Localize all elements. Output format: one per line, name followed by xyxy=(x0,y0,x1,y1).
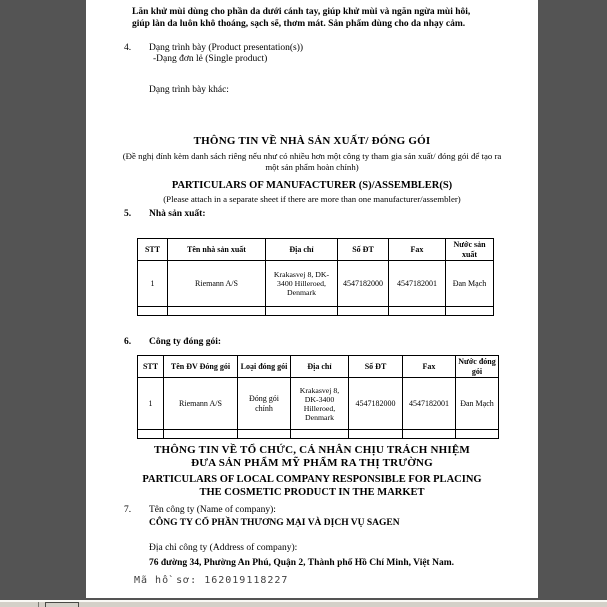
local-company-title-vi-line2: ĐƯA SẢN PHẨM MỸ PHẨM RA THỊ TRƯỜNG xyxy=(191,457,433,469)
product-description-paragraph: Lăn khử mùi dùng cho phần da dưới cánh tay, giúp khử mùi và ngăn ngừa mùi hôi, giúp làn da luôn khô thoáng, sạch sẽ, thơm mát. Sản phẩm dùng cho da nhạy cảm. xyxy=(132,7,471,29)
cell-address: Krakasvej 8, DK-3400 Hilleroed, Denmark xyxy=(291,378,349,430)
col-header: Địa chỉ xyxy=(266,239,338,261)
item-6 xyxy=(124,337,221,348)
cell-phone: 4547182000 xyxy=(338,261,389,307)
item-4-label: Dạng trình bày (Product presentation(s)) xyxy=(149,43,304,53)
assembler-table-header-row xyxy=(138,356,499,378)
file-code: Mã hồ sơ: 162019118227 xyxy=(134,575,289,586)
scrollbar-button-divider xyxy=(38,602,39,607)
cell-manufacturer-name: Riemann A/S xyxy=(168,261,266,307)
cell-country: Đan Mạch xyxy=(456,378,499,430)
local-company-title-vi-line1: THÔNG TIN VỀ TỔ CHỨC, CÁ NHÂN CHỊU TRÁCH NHIỆM xyxy=(153,444,470,456)
col-header: Địa chỉ xyxy=(291,356,349,378)
cell-country: Đan Mạch xyxy=(446,261,494,307)
col-header: Tên ĐV Đóng gói xyxy=(164,356,238,378)
item-5-label: Nhà sản xuất: xyxy=(149,209,206,219)
col-header: STT xyxy=(138,239,168,261)
item-7 xyxy=(124,505,276,516)
item-4-number: 4. xyxy=(124,43,132,53)
cell-assembler-name: Riemann A/S xyxy=(164,378,238,430)
table-row-empty xyxy=(138,307,494,316)
col-header: Số ĐT xyxy=(338,239,389,261)
col-header: Fax xyxy=(389,239,446,261)
cell-address: Krakasvej 8, DK-3400 Hilleroed, Denmark xyxy=(266,261,338,307)
manufacturer-table xyxy=(137,238,494,316)
col-header: Nước sản xuất xyxy=(446,239,494,261)
document-page xyxy=(86,0,538,598)
local-company-title-en-line1: PARTICULARS OF LOCAL COMPANY RESPONSIBLE FOR PLACING xyxy=(142,474,482,485)
item-7-number: 7. xyxy=(124,505,132,515)
item-5-number: 5. xyxy=(124,209,132,219)
cell-packaging-type: Đóng gói chính xyxy=(238,378,291,430)
cell-stt: 1 xyxy=(138,261,168,307)
col-header: STT xyxy=(138,356,164,378)
cell-stt: 1 xyxy=(138,378,164,430)
cell-phone: 4547182000 xyxy=(349,378,403,430)
item-4 xyxy=(124,43,303,54)
cell-fax: 4547182001 xyxy=(389,261,446,307)
item-7-label: Tên công ty (Name of company): xyxy=(149,505,276,515)
table-row xyxy=(138,261,494,307)
col-header: Nước đóng gói xyxy=(456,356,499,378)
col-header: Fax xyxy=(403,356,456,378)
item-5 xyxy=(124,209,206,220)
item-4-sub: -Dạng đơn lẻ (Single product) xyxy=(153,54,268,64)
company-name: CÔNG TY CỔ PHẦN THƯƠNG MẠI VÀ DỊCH VỤ SAGEN xyxy=(149,518,400,528)
company-address: 76 đường 34, Phường An Phú, Quận 2, Thành phố Hồ Chí Minh, Việt Nam. xyxy=(149,558,454,568)
col-header: Loại đóng gói xyxy=(238,356,291,378)
manufacturer-title-en: PARTICULARS OF MANUFACTURER (S)/ASSEMBLER(S) xyxy=(171,180,453,191)
address-label: Địa chỉ công ty (Address of company): xyxy=(149,543,298,553)
table-row-empty xyxy=(138,430,499,439)
cell-fax: 4547182001 xyxy=(403,378,456,430)
table-row xyxy=(138,378,499,430)
manufacturer-title-vi: THÔNG TIN VỀ NHÀ SẢN XUẤT/ ĐÓNG GÓI xyxy=(193,135,431,147)
col-header: Tên nhà sản xuất xyxy=(168,239,266,261)
manufacturer-note-en: (Please attach in a separate sheet if there are more than one manufacturer/assembler) xyxy=(163,194,461,204)
other-presentation-label: Dạng trình bày khác: xyxy=(149,85,229,95)
horizontal-scrollbar[interactable] xyxy=(0,600,607,607)
assembler-table xyxy=(137,355,499,439)
local-company-title-en-line2: THE COSMETIC PRODUCT IN THE MARKET xyxy=(199,487,425,498)
scrollbar-thumb[interactable] xyxy=(45,602,79,607)
manufacturer-note-vi: (Đề nghị đính kèm danh sách riêng nếu như có nhiều hơn một công ty tham gia sản xuất/ đóng gói để tạo ra một sản phẩm hoàn chỉnh) xyxy=(122,151,502,172)
item-6-label: Công ty đóng gói: xyxy=(149,337,222,347)
manufacturer-table-header-row xyxy=(138,239,494,261)
item-6-number: 6. xyxy=(124,337,132,347)
col-header: Số ĐT xyxy=(349,356,403,378)
